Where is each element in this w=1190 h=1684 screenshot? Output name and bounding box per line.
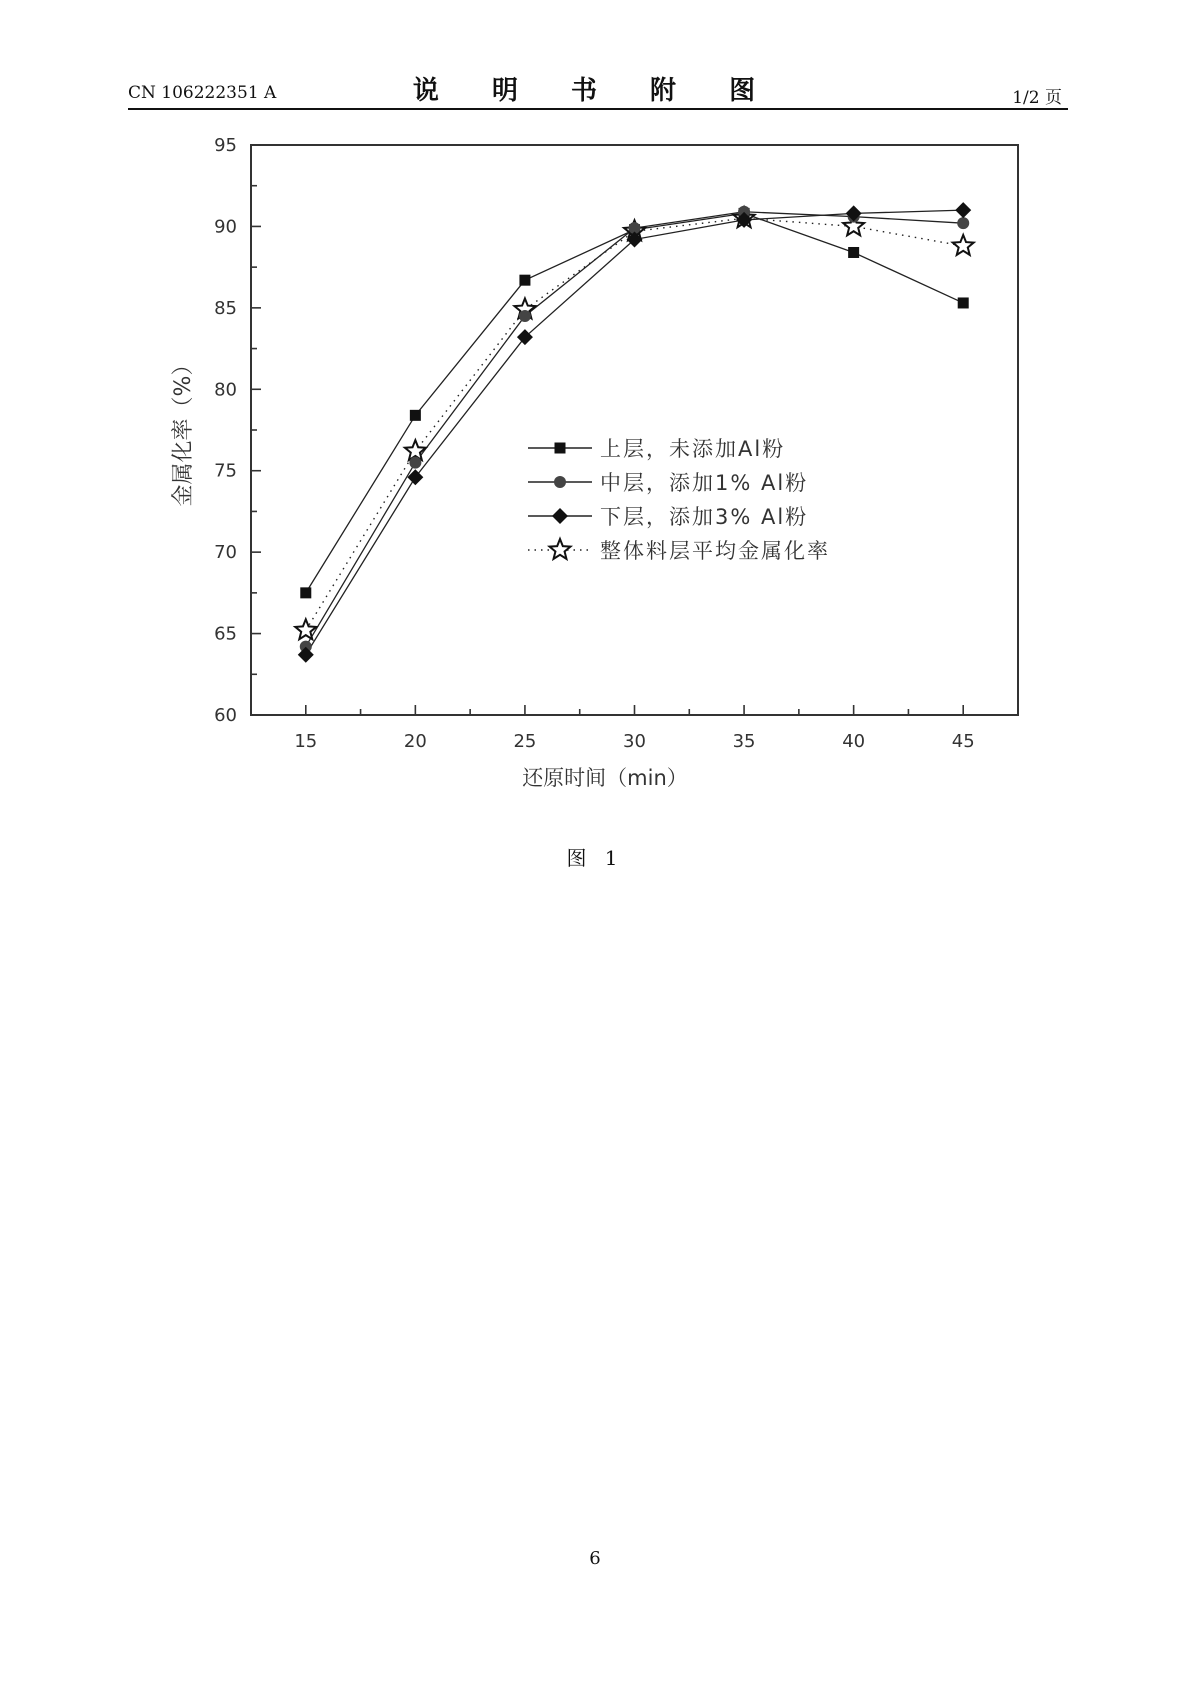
x-tick-label: 45 [951, 731, 975, 752]
legend-label: 上层，未添加Al粉 [600, 437, 786, 461]
data-point-square [848, 247, 859, 258]
series-line-square [306, 213, 963, 592]
page-indicator: 1/2 页 [1012, 88, 1062, 108]
page-title: 说 明 书 附 图 [412, 76, 778, 106]
y-tick-label: 60 [214, 705, 237, 726]
data-point-square [300, 587, 311, 598]
y-tick-label: 65 [214, 623, 237, 645]
data-point-diamond [846, 205, 862, 221]
x-axis [251, 705, 1018, 752]
data-point-square [410, 410, 421, 421]
data-point-square [958, 297, 969, 308]
legend-label: 下层，添加3% Al粉 [600, 505, 809, 529]
y-tick-label: 70 [214, 542, 237, 564]
data-point-circle [409, 457, 421, 469]
legend [528, 437, 830, 563]
doc-number: CN 106222351 A [128, 83, 277, 103]
data-point-circle [957, 217, 969, 229]
y-axis-label: 金属化率（%） [171, 353, 196, 507]
y-tick-label: 75 [214, 460, 237, 482]
figure-caption: 图 1 [566, 846, 624, 870]
metallization-chart [150, 120, 1050, 800]
y-tick-label: 85 [214, 297, 237, 319]
data-point-star [953, 235, 974, 255]
legend-label: 整体料层平均金属化率 [600, 539, 830, 563]
legend-label: 中层，添加1% Al粉 [600, 471, 809, 495]
x-tick-label: 40 [842, 731, 866, 752]
legend-marker-circle [554, 476, 566, 488]
y-tick-label: 95 [214, 135, 237, 156]
x-axis-label: 还原时间（min） [522, 766, 688, 790]
x-tick-label: 35 [732, 731, 756, 752]
y-axis [214, 135, 261, 726]
data-point-diamond [298, 647, 314, 663]
series-layer [295, 202, 973, 663]
x-tick-label: 20 [403, 731, 427, 752]
data-point-diamond [955, 202, 971, 218]
x-tick-label: 30 [623, 731, 646, 752]
legend-marker-diamond [552, 508, 568, 524]
data-point-square [519, 275, 530, 286]
y-tick-label: 80 [214, 379, 237, 401]
legend-marker-square [555, 443, 566, 454]
legend-marker-star [550, 539, 571, 559]
page-number: 6 [589, 1548, 601, 1569]
data-point-circle [519, 310, 531, 322]
series-line-star [306, 218, 963, 630]
data-point-star [295, 619, 316, 639]
header-rule [128, 108, 1068, 110]
x-tick-label: 25 [513, 731, 537, 752]
y-tick-label: 90 [214, 216, 237, 238]
x-tick-label: 15 [294, 731, 318, 752]
series-line-circle [306, 212, 963, 647]
